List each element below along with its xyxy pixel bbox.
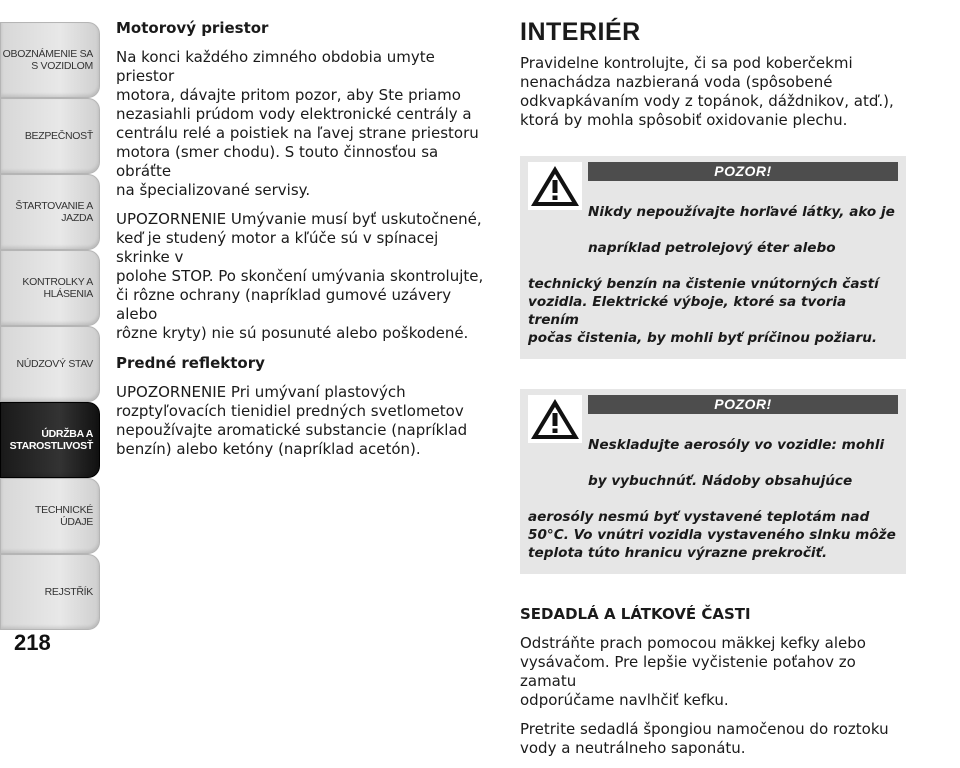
engine-warning-paragraph: UPOZORNENIE Umývanie musí byť uskutočnené, keď je studený motor a kľúče sú v spínacej skrinke v polohe STOP. Po skončení umývania skontrolujte, či rôzne ochrany (napríklad gumové uzávery alebo rôzne kryty) nie sú posunuté alebo poškodené. bbox=[116, 210, 484, 342]
warning-rest: technický benzín na čistenie vnútorných častí vozidla. Elektrické výboje, ktoré sa tvoria trením počas čistenia, by mohli byť príčinou požiaru. bbox=[528, 276, 879, 346]
tab-technicke-udaje[interactable]: TECHNICKÉ ÚDAJE bbox=[0, 478, 100, 554]
interior-title: INTERIÉR bbox=[520, 18, 641, 46]
tab-startovanie[interactable]: ŠTARTOVANIE A JAZDA bbox=[0, 174, 100, 250]
seats-paragraph-2: Pretrite sedadlá špongiou namočenou do roztoku vody a neutrálneho saponátu. bbox=[520, 720, 889, 757]
warning-box-aerosol bbox=[520, 389, 906, 574]
seats-section-title: SEDADLÁ A LÁTKOVÉ ČASTI bbox=[520, 605, 751, 623]
interior-paragraph: Pravidelne kontrolujte, či sa pod koberčekmi nenachádza nazbieraná voda (spôsobené odkvapkávaním vody z topánok, dáždnikov, atď.), ktorá by mohla spôsobiť oxidovanie plechu. bbox=[520, 54, 894, 129]
tab-nudzovy-stav[interactable]: NÚDZOVÝ STAV bbox=[0, 326, 100, 402]
tab-oboznamenie[interactable]: OBOZNÁMENIE SA S VOZIDLOM bbox=[0, 22, 100, 98]
seats-paragraph-1: Odstráňte prach pomocou mäkkej kefky alebo vysávačom. Pre lepšie vyčistenie poťahov zo zamatu odporúčame navlhčiť kefku. bbox=[520, 634, 866, 709]
left-column bbox=[116, 18, 496, 469]
headlights-paragraph: UPOZORNENIE Pri umývaní plastových rozptyľovacích tienidiel predných svetlometov nepoužívajte aromatické substancie (napríklad benzín) alebo ketóny (napríklad acetón). bbox=[116, 383, 468, 458]
tab-bezpecnost[interactable]: BEZPEČNOSŤ bbox=[0, 98, 100, 174]
tab-kontrolky[interactable]: KONTROLKY A HLÁSENIA bbox=[0, 250, 100, 326]
warning-rest: aerosóly nesmú byť vystavené teplotám nad 50°C. Vo vnútri vozidla vystaveného slnku môže teplota túto hranicu výrazne prekročiť. bbox=[528, 509, 896, 561]
warning-line-2: by vybuchnúť. Nádoby obsahujúce bbox=[588, 473, 853, 489]
page-number: 218 bbox=[14, 630, 51, 655]
warning-line-1: Neskladujte aerosóly vo vozidle: mohli bbox=[588, 437, 885, 453]
warning-header: POZOR! bbox=[588, 395, 898, 414]
warning-line-1: Nikdy nepoužívajte horľavé látky, ako je bbox=[588, 204, 895, 220]
warning-text bbox=[528, 418, 898, 562]
warning-triangle-icon bbox=[528, 162, 582, 210]
right-column bbox=[520, 18, 906, 768]
tab-udrzba[interactable]: ÚDRŽBA A STAROSTLIVOSŤ bbox=[0, 402, 100, 478]
tab-rejstrik[interactable]: REJSTŘÍK bbox=[0, 554, 100, 630]
engine-paragraph: Na konci každého zimného obdobia umyte priestor motora, dávajte pritom pozor, aby Ste priamo nezasiahli prúdom vody elektronické centrály a centrálu relé a poistiek na ľavej strane priestoru motora (smer chodu). S touto činnosťou sa obráťte na špecializované servisy. bbox=[116, 48, 479, 199]
engine-section-title: Motorový priestor bbox=[116, 19, 269, 37]
warning-line-2: napríklad petrolejový éter alebo bbox=[588, 240, 836, 256]
headlights-section-title: Predné reflektory bbox=[116, 354, 265, 372]
warning-box-flammable bbox=[520, 156, 906, 359]
warning-header: POZOR! bbox=[588, 162, 898, 181]
warning-triangle-icon bbox=[528, 395, 582, 443]
section-tabs bbox=[0, 22, 100, 630]
warning-text bbox=[528, 185, 898, 347]
